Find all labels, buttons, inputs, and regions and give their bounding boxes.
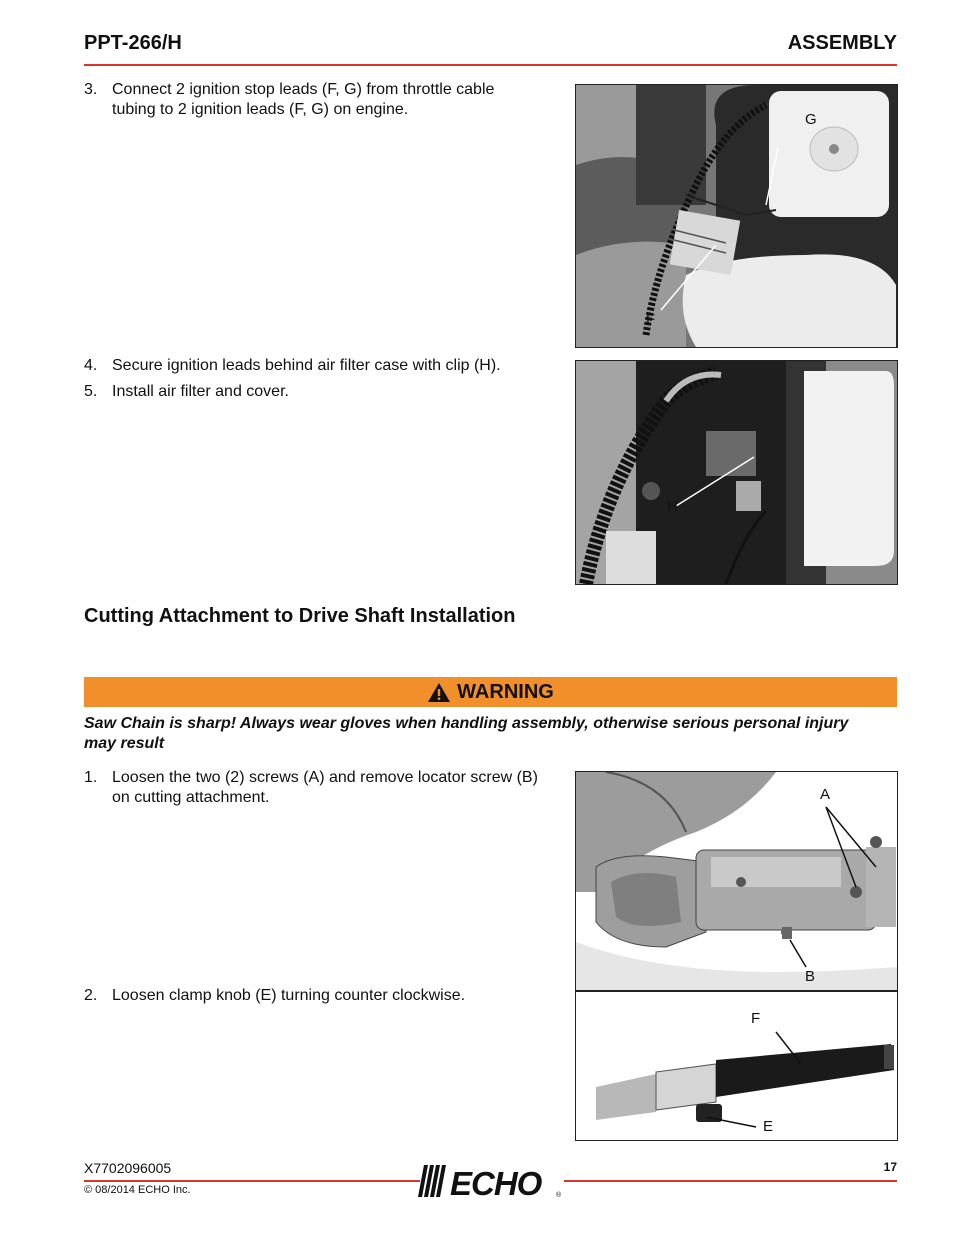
warning-note <box>84 714 897 754</box>
step-text-line: Loosen the two (2) screws (A) and remove locator screw (B) <box>112 769 538 786</box>
footer-rule-right <box>564 1180 897 1182</box>
callout-label-a: A <box>820 786 831 803</box>
step-number: 4. <box>84 357 98 374</box>
step-text-line: tubing to 2 ignition leads (F, G) on engine. <box>112 101 409 118</box>
warning-note-line: Saw Chain is sharp! Always wear gloves when handling assembly, otherwise serious personal injury <box>84 715 849 732</box>
step-1 <box>84 768 564 808</box>
warning-banner <box>84 677 897 707</box>
step-number: 3. <box>84 81 98 98</box>
callout-label-g: G <box>805 111 817 128</box>
step-text-line: on cutting attachment. <box>112 789 270 806</box>
document-code: X7702096005 <box>84 1160 172 1176</box>
header-rule <box>84 64 897 66</box>
callout-label-f: F <box>646 311 656 328</box>
warning-triangle-icon <box>427 682 451 703</box>
step-text-line: Install air filter and cover. <box>112 383 289 400</box>
step-text-line: Loosen clamp knob (E) turning counter clockwise. <box>112 987 466 1004</box>
ignition-leads-photo <box>575 84 898 348</box>
callout-label-b: B <box>805 968 816 985</box>
callout-label-e: E <box>763 1118 774 1135</box>
section-header: ASSEMBLY <box>787 32 897 54</box>
echo-logo <box>418 1165 564 1204</box>
step-text-line: Connect 2 ignition stop leads (F, G) from throttle cable <box>112 81 495 98</box>
step-5 <box>84 382 554 402</box>
clamp-knob-photo <box>575 991 898 1141</box>
warning-label: WARNING <box>457 680 554 703</box>
svg-text:®: ® <box>556 1192 562 1199</box>
logo-text: ECHO <box>450 1165 542 1199</box>
callout-label-h: H <box>667 498 678 515</box>
step-number: 1. <box>84 769 98 786</box>
step-number: 2. <box>84 987 98 1004</box>
clip-photo <box>575 360 898 585</box>
step-text-line: Secure ignition leads behind air filter case with clip (H). <box>112 357 501 374</box>
warning-note-line: may result <box>84 735 165 752</box>
model-title: PPT-266/H <box>84 32 182 54</box>
footer-rule-left <box>84 1180 420 1182</box>
section-title: Cutting Attachment to Drive Shaft Installation <box>84 605 516 627</box>
step-2 <box>84 986 564 1006</box>
screws-photo <box>575 771 898 991</box>
page-number: 17 <box>883 1160 897 1174</box>
step-3 <box>84 80 554 120</box>
step-number: 5. <box>84 383 98 400</box>
step-4 <box>84 356 554 376</box>
copyright: © 08/2014 ECHO Inc. <box>84 1184 191 1196</box>
callout-label-f: F <box>751 1010 761 1027</box>
